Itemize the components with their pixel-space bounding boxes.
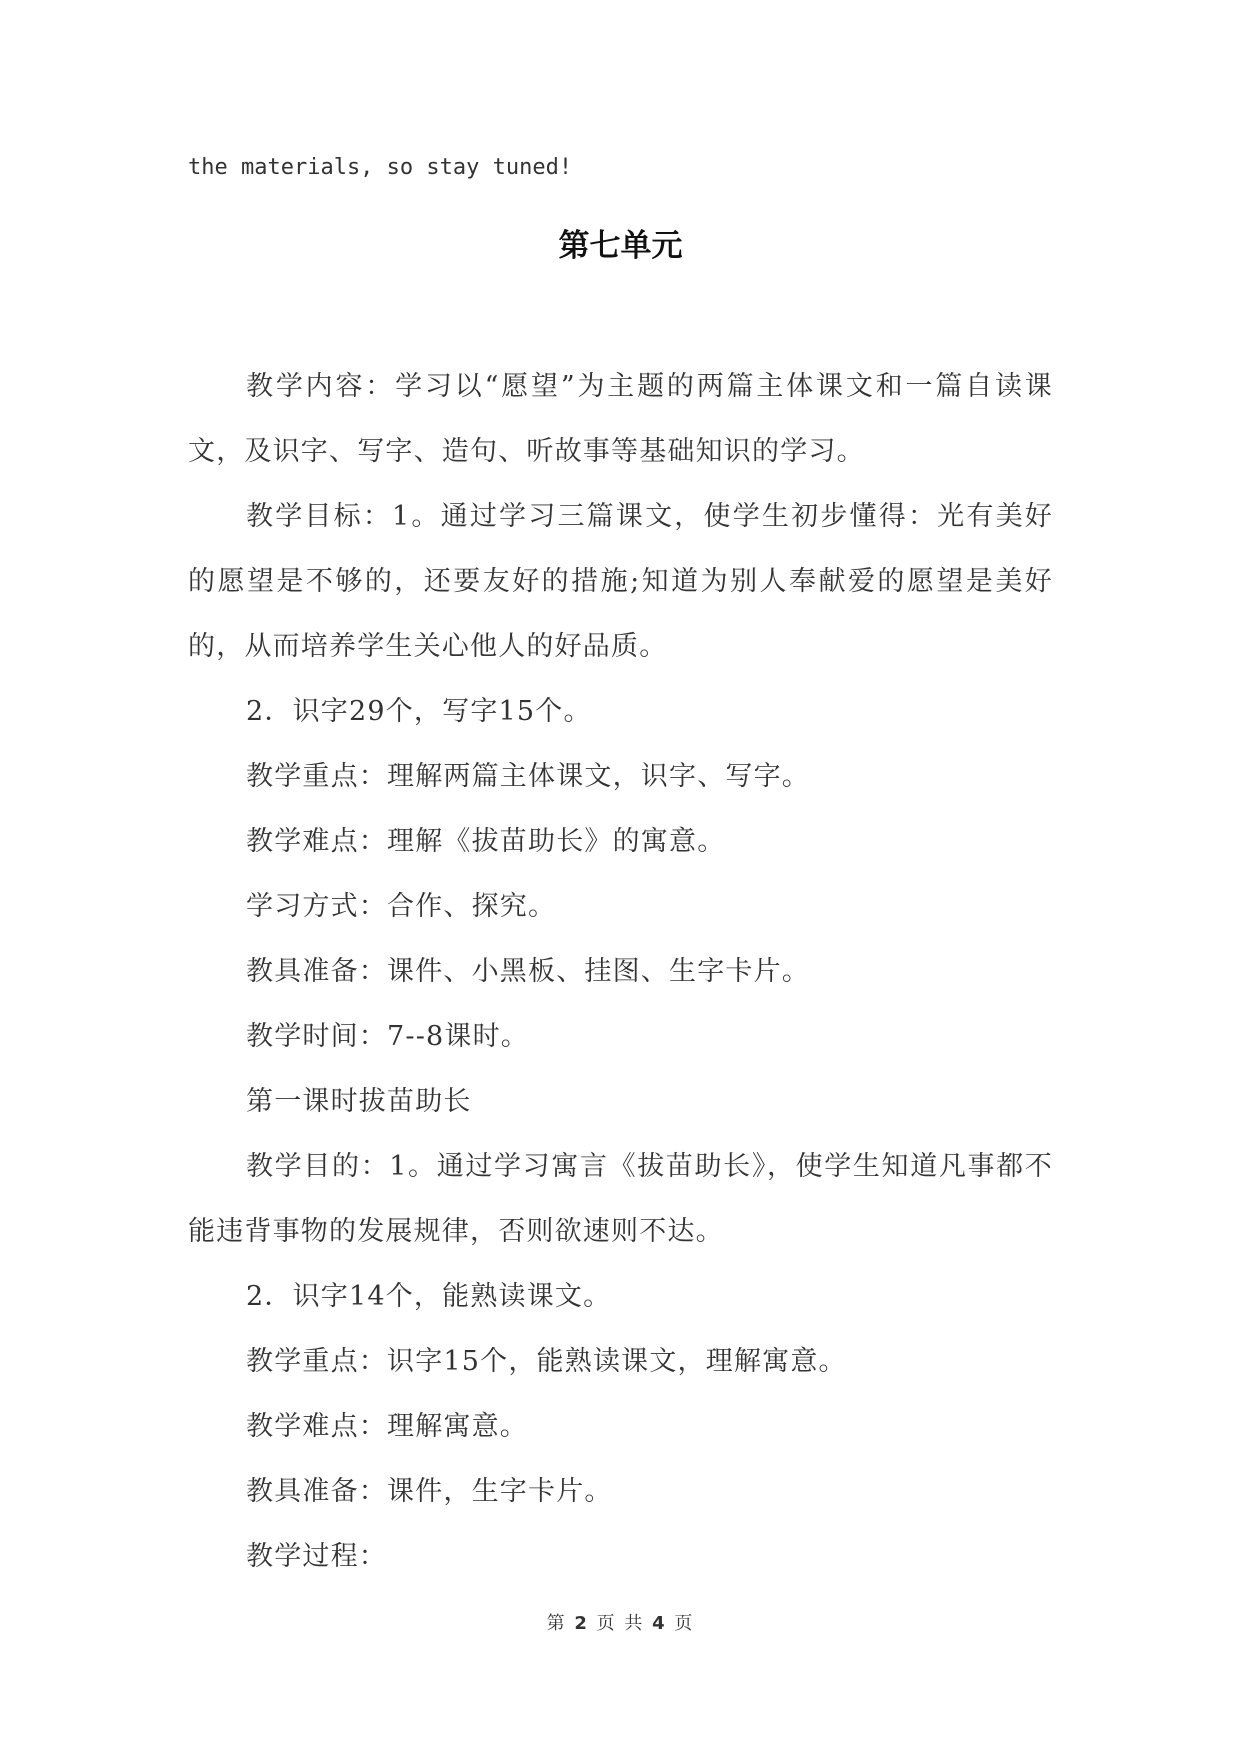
page-footer — [0, 1612, 1241, 1636]
footer-total-pages: 4 — [652, 1613, 667, 1634]
paragraph-teaching-content: 教学内容：学习以“愿望”为主题的两篇主体课文和一篇自读课文，及识字、写字、造句、听故事等基础知识的学习。 — [188, 371, 1053, 467]
paragraph-teaching-goal: 教学目标：1。通过学习三篇课文，使学生初步懂得：光有美好的愿望是不够的，还要友好的措施;知道为别人奉献爱的愿望是美好的，从而培养学生关心他人的好品质。 — [188, 501, 1053, 662]
footer-middle: 页 共 — [596, 1613, 645, 1634]
paragraph-difficulties: 教学难点：理解《拔苗助长》的寓意。 — [246, 826, 726, 857]
paragraph-teaching-time: 教学时间：7--8课时。 — [246, 1021, 530, 1052]
paragraph-lesson-goal-2: 2．识字14个，能熟读课文。 — [246, 1281, 612, 1312]
paragraph-key-points: 教学重点：理解两篇主体课文，识字、写字。 — [246, 761, 810, 792]
lesson-heading: 第一课时拔苗助长 — [246, 1086, 472, 1117]
document-body — [188, 354, 1053, 1589]
footer-current-page: 2 — [574, 1613, 589, 1634]
paragraph-lesson-difficulties: 教学难点：理解寓意。 — [246, 1411, 528, 1442]
paragraph-teaching-process: 教学过程： — [246, 1541, 387, 1572]
unit-title: 第七单元 — [558, 228, 683, 264]
paragraph-teaching-aids: 教具准备：课件、小黑板、挂图、生字卡片。 — [246, 956, 810, 987]
paragraph-lesson-key-points: 教学重点：识字15个，能熟读课文，理解寓意。 — [246, 1346, 847, 1377]
paragraph-lesson-goal: 教学目的：1。通过学习寓言《拔苗助长》，使学生知道凡事都不能违背事物的发展规律，否则欲速则不达。 — [188, 1151, 1053, 1247]
paragraph-goal-2: 2．识字29个，写字15个。 — [246, 696, 592, 727]
paragraph-learning-method: 学习方式：合作、探究。 — [246, 891, 557, 922]
footer-suffix: 页 — [674, 1613, 695, 1634]
carryover-text: the materials, so stay tuned! — [188, 155, 573, 180]
paragraph-lesson-aids: 教具准备：课件，生字卡片。 — [246, 1476, 613, 1507]
footer-prefix: 第 — [546, 1613, 567, 1634]
